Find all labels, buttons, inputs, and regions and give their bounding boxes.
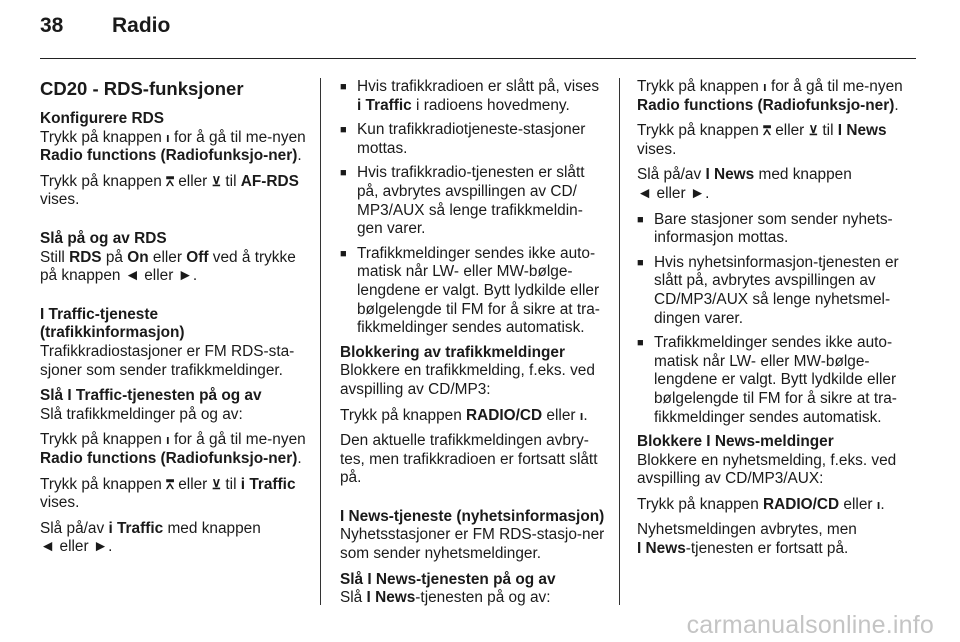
paragraph: Blokkere en trafikkmelding, f.eks. ved avspilling av CD/MP3: (340, 362, 595, 398)
arrow-right-icon: ► (689, 184, 706, 202)
paragraph: Trykk på knappen RADIO/CD eller ı. (637, 495, 885, 513)
bullet-list (340, 78, 606, 338)
paragraph: Trafikkradiostasjoner er FM RDS-sta-sjoner som sender trafikkmeldinger. (40, 342, 295, 379)
bullet-list (637, 211, 905, 428)
list-item: ■ Trafikkmeldinger sendes ikke auto-matisk når LW- eller MW-bølge-lengdene er valgt. Bytt lydkilde eller bølgelengde til FM for å sikre at tra-fikkmeldinger sendes automatisk. (637, 334, 905, 427)
paragraph: Slå på/av I News med knappen ◄ eller ►. (637, 166, 852, 202)
paragraph: Slå trafikkmeldinger på og av: (40, 405, 243, 423)
subheading-news-on-off: Slå I News-tjenesten på og av (340, 570, 556, 588)
paragraph: Trykk på knappen ⩞ eller ⊻ til AF-RDS vises. (40, 172, 299, 209)
paragraph: Slå på/av i Traffic med knappen ◄ eller ►. (40, 519, 261, 556)
paragraph: Nyhetsstasjoner er FM RDS-stasjo-ner som sender nyhetsmeldinger. (340, 526, 605, 563)
paragraph: Still RDS på On eller Off ved å trykke på knappen ◄ eller ►. (40, 248, 296, 285)
column-1 (40, 78, 306, 564)
paragraph: Den aktuelle trafikkmeldingen avbry-tes, men trafikkradioen er fortsatt slått på. (340, 432, 598, 487)
list-item: ■ Hvis trafikkradioen er slått på, vises i Traffic i radioens hovedmeny. (340, 78, 606, 115)
column-divider-2 (619, 78, 620, 605)
paragraph: Blokkere en nyhetsmelding, f.eks. ved avspilling av CD/MP3/AUX: (637, 451, 897, 488)
seek-up-icon: ⩞ (166, 476, 174, 492)
subheading-configure-rds: Konfigurere RDS (40, 110, 164, 127)
paragraph: Trykk på knappen ⩞ eller ⊻ til I News vises. (637, 122, 887, 158)
subheading-block-traffic: Blokkering av trafikkmeldinger (340, 343, 565, 361)
list-item: ■ Bare stasjoner som sender nyhets-informasjon mottas. (637, 211, 905, 248)
arrow-right-icon: ► (177, 267, 193, 285)
paragraph: Trykk på knappen ı for å gå til me-nyen Radio functions (Radiofunksjo-ner). (637, 78, 903, 114)
paragraph: Nyhetsmeldingen avbrytes, men I News-tjenesten er fortsatt på. (637, 521, 857, 558)
paragraph: Trykk på knappen ı for å gå til me-nyen Radio functions (Radiofunksjo-ner). (40, 431, 306, 467)
page-number: 38 (40, 14, 64, 37)
seek-down-icon: ⊻ (211, 476, 222, 492)
paragraph: Trykk på knappen ı for å gå til me-nyen Radio functions (Radiofunksjo-ner). (40, 128, 306, 165)
seek-down-icon: ⊻ (211, 173, 222, 189)
info-button-icon: ı (166, 432, 170, 448)
seek-up-icon: ⩞ (166, 173, 174, 189)
list-item: ■ Kun trafikkradiotjeneste-stasjoner mottas. (340, 121, 606, 158)
info-button-icon: ı (166, 129, 170, 145)
column-3 (637, 78, 905, 566)
subheading-news-service: I News-tjeneste (nyhetsinformasjon) (340, 507, 605, 525)
paragraph: Slå I News-tjenesten på og av: (340, 589, 551, 607)
column-2 (340, 78, 606, 615)
arrow-left-icon: ◄ (124, 267, 140, 285)
paragraph: Trykk på knappen RADIO/CD eller ı. (340, 406, 588, 424)
section-heading: CD20 - RDS-funksjoner (40, 78, 244, 99)
info-button-icon: ı (876, 496, 881, 512)
seek-up-icon: ⩞ (763, 123, 771, 139)
subheading-rds-on-off: Slå på og av RDS (40, 229, 167, 247)
info-button-icon: ı (763, 79, 767, 94)
subheading-block-news: Blokkere I News-meldinger (637, 433, 834, 451)
watermark: carmanualsonline.info (686, 611, 934, 639)
seek-down-icon: ⊻ (808, 123, 819, 139)
list-item: ■ Trafikkmeldinger sendes ikke auto-matisk når LW- eller MW-bølge-lengdene er valgt. Bytt lydkilde eller bølgelengde til FM for å sikre at tra-fikkmeldinger sendes automatisk. (340, 245, 606, 338)
arrow-left-icon: ◄ (40, 538, 56, 556)
column-divider-1 (320, 78, 321, 605)
arrow-right-icon: ► (92, 538, 109, 556)
paragraph: Trykk på knappen ⩞ eller ⊻ til i Traffic vises. (40, 475, 296, 512)
list-item: ■ Hvis trafikkradio-tjenesten er slått på, avbrytes avspillingen av CD/ MP3/AUX så lenge trafikkmeldin-gen varer. (340, 164, 606, 238)
subheading-traffic-service: I Traffic-tjeneste (trafikkinformasjon) (40, 305, 185, 342)
page-header (40, 14, 170, 38)
arrow-left-icon: ◄ (637, 184, 653, 202)
subheading-traffic-on-off: Slå I Traffic-tjenesten på og av (40, 387, 262, 405)
page-title: Radio (112, 14, 171, 37)
info-button-icon: ı (579, 407, 584, 423)
list-item: ■ Hvis nyhetsinformasjon-tjenesten er slått på, avbrytes avspillingen av CD/MP3/AUX så lenge nyhetsmel-dingen varer. (637, 254, 905, 328)
header-divider (40, 58, 916, 59)
